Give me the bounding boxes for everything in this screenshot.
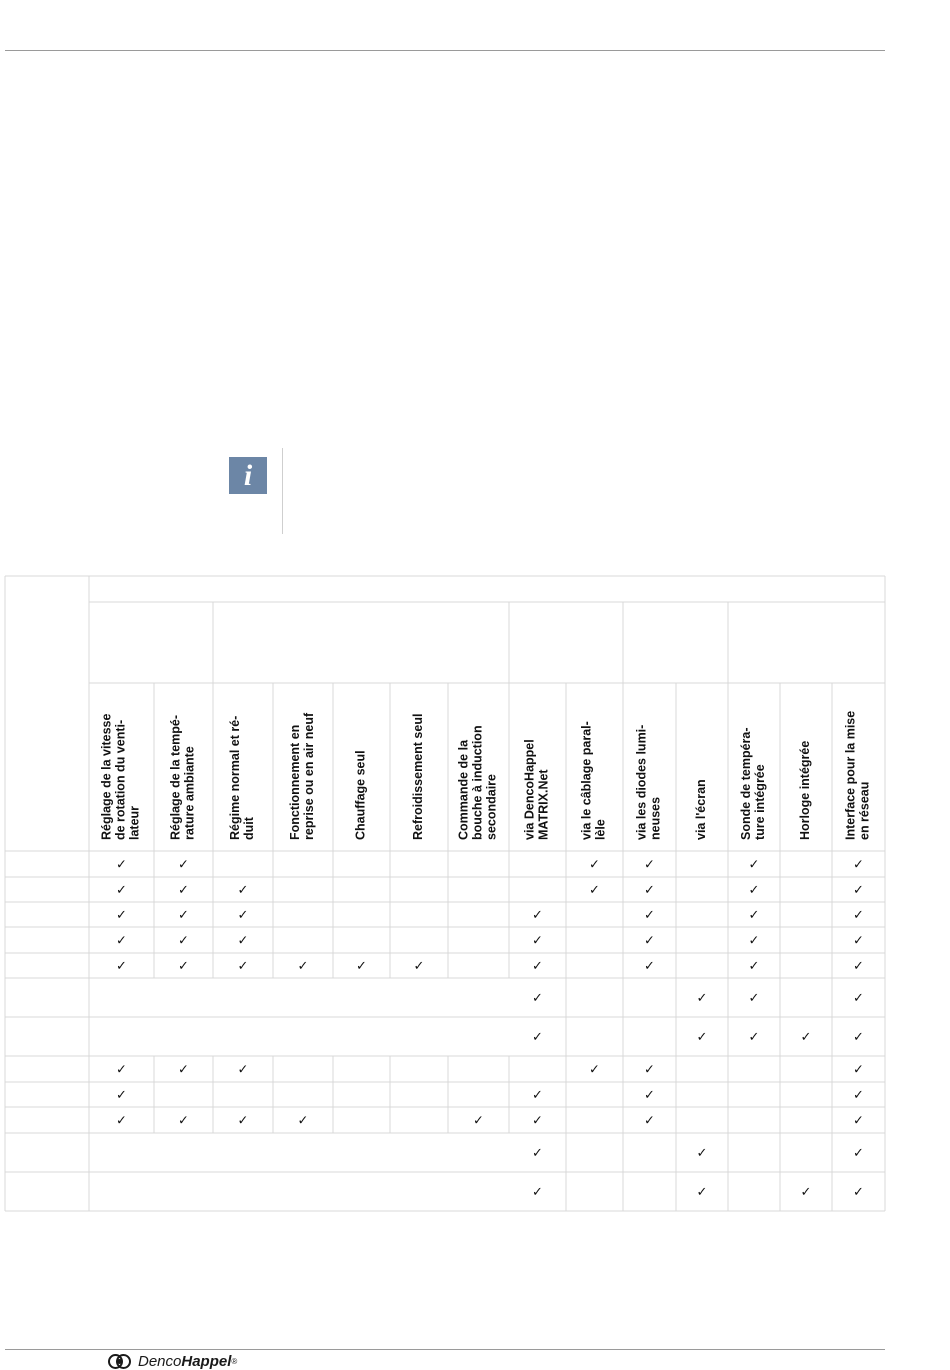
check-mark-icon: ✓	[644, 959, 655, 974]
check-mark-icon: ✓	[748, 857, 760, 873]
check-mark-icon: ✓	[116, 933, 127, 949]
column-header-6-line-1: Refroidissement seul	[411, 713, 425, 840]
check-mark-icon: ✓	[413, 959, 425, 974]
column-header-4-line-2: reprise ou en air neuf	[302, 712, 316, 840]
column-header-7-line-1: Commande de la	[456, 739, 471, 840]
column-header-3-line-2: duit	[242, 817, 256, 840]
check-mark-icon: ✓	[696, 1185, 708, 1200]
column-header-11-line-1: via l'écran	[694, 779, 708, 840]
check-mark-icon: ✓	[644, 1113, 655, 1129]
check-mark-icon: ✓	[116, 1113, 127, 1129]
column-header-7-line-2: bouche à induction	[470, 725, 485, 840]
check-mark-icon: ✓	[644, 908, 655, 923]
check-mark-icon: ✓	[853, 933, 864, 949]
denco-happel-logo	[108, 1352, 278, 1370]
check-mark-icon: ✓	[748, 933, 760, 949]
check-mark-icon: ✓	[532, 991, 543, 1006]
check-mark-icon: ✓	[116, 883, 127, 898]
footer-rule	[5, 1349, 885, 1350]
check-mark-icon: ✓	[237, 933, 249, 949]
check-mark-icon: ✓	[178, 933, 189, 949]
check-mark-icon: ✓	[178, 959, 189, 974]
check-mark-icon: ✓	[853, 1185, 864, 1200]
column-header-1-line-1: Réglage de la vitesse	[99, 713, 114, 840]
column-header-12-line-1: Sonde de tempéra-	[739, 727, 753, 840]
check-mark-icon: ✓	[644, 1088, 655, 1103]
check-mark-icon: ✓	[532, 908, 543, 923]
check-mark-icon: ✓	[178, 1062, 189, 1078]
check-mark-icon: ✓	[748, 908, 760, 923]
check-mark-icon: ✓	[644, 857, 655, 873]
check-mark-icon: ✓	[696, 991, 708, 1006]
check-mark-icon: ✓	[853, 959, 864, 974]
check-mark-icon: ✓	[178, 908, 189, 923]
column-header-4-line-1: Fonctionnement en	[288, 724, 302, 840]
check-mark-icon: ✓	[297, 1113, 309, 1129]
check-mark-icon: ✓	[696, 1030, 708, 1045]
check-mark-icon: ✓	[532, 1185, 543, 1200]
check-mark-icon: ✓	[696, 1146, 708, 1161]
column-header-3-line-1: Régime normal et ré-	[228, 715, 242, 840]
check-mark-icon: ✓	[589, 883, 600, 898]
check-mark-icon: ✓	[853, 908, 864, 923]
check-mark-icon: ✓	[237, 883, 249, 898]
check-mark-icon: ✓	[532, 1030, 543, 1045]
check-mark-icon: ✓	[853, 1062, 864, 1078]
brand-mark-icon	[108, 1354, 132, 1369]
brand-name: DencoHappel®	[138, 1353, 238, 1370]
check-mark-icon: ✓	[237, 959, 249, 974]
column-header-1-line-2: de rotation du venti-	[113, 719, 128, 840]
check-mark-icon: ✓	[748, 1030, 760, 1045]
check-mark-icon: ✓	[532, 959, 543, 974]
check-mark-icon: ✓	[853, 991, 864, 1006]
check-mark-icon: ✓	[237, 908, 249, 923]
column-header-8-line-1: via DencoHappel	[522, 739, 537, 840]
column-header-8-line-2: MATRIX.Net	[536, 769, 551, 840]
column-header-9-line-2: lèle	[593, 819, 608, 840]
check-mark-icon: ✓	[237, 1062, 249, 1078]
column-header-10-line-2: neuses	[648, 796, 663, 840]
check-mark-icon: ✓	[853, 857, 864, 873]
column-header-2-line-2: rature ambiante	[182, 746, 197, 840]
column-header-13-line-1: Horloge intégrée	[798, 740, 812, 840]
column-header-5-line-1: Chauffage seul	[353, 750, 368, 840]
column-header-2-line-1: Réglage de la tempé-	[168, 714, 183, 840]
check-mark-icon: ✓	[532, 933, 543, 949]
check-mark-icon: ✓	[116, 908, 127, 923]
check-mark-icon: ✓	[748, 991, 760, 1006]
check-mark-icon: ✓	[644, 933, 655, 949]
column-header-7-line-3: secondaire	[484, 773, 499, 840]
check-mark-icon: ✓	[644, 883, 655, 898]
check-mark-icon: ✓	[178, 857, 189, 873]
check-mark-icon: ✓	[853, 1113, 864, 1129]
check-mark-icon: ✓	[473, 1113, 484, 1129]
check-mark-icon: ✓	[116, 1062, 127, 1078]
column-header-14-line-1: Interface pour la mise	[843, 710, 858, 840]
check-mark-icon: ✓	[800, 1030, 812, 1045]
check-mark-icon: ✓	[356, 959, 367, 974]
check-mark-icon: ✓	[116, 1088, 127, 1103]
check-mark-icon: ✓	[853, 883, 864, 898]
check-mark-icon: ✓	[297, 959, 309, 974]
column-header-14-line-2: en réseau	[857, 781, 872, 840]
check-mark-icon: ✓	[116, 857, 127, 873]
check-mark-icon: ✓	[116, 959, 127, 974]
check-mark-icon: ✓	[853, 1088, 864, 1103]
check-mark-icon: ✓	[800, 1185, 812, 1200]
check-mark-icon: ✓	[853, 1030, 864, 1045]
check-mark-icon: ✓	[532, 1113, 543, 1129]
column-header-10-line-1: via les diodes lumi-	[634, 724, 649, 840]
check-mark-icon: ✓	[644, 1062, 655, 1078]
check-mark-icon: ✓	[237, 1113, 249, 1129]
check-mark-icon: ✓	[853, 1146, 864, 1161]
check-mark-icon: ✓	[532, 1146, 543, 1161]
check-mark-icon: ✓	[589, 857, 600, 873]
check-mark-icon: ✓	[178, 1113, 189, 1129]
check-mark-icon: ✓	[748, 959, 760, 974]
column-header-12-line-2: ture intégrée	[753, 764, 767, 840]
column-header-1-line-3: lateur	[127, 805, 142, 840]
info-icon: i	[229, 457, 267, 494]
column-header-9-line-1: via le câblage paral-	[579, 721, 594, 840]
check-mark-icon: ✓	[748, 883, 760, 898]
check-mark-icon: ✓	[589, 1062, 600, 1078]
check-mark-icon: ✓	[178, 883, 189, 898]
check-mark-icon: ✓	[532, 1088, 543, 1103]
